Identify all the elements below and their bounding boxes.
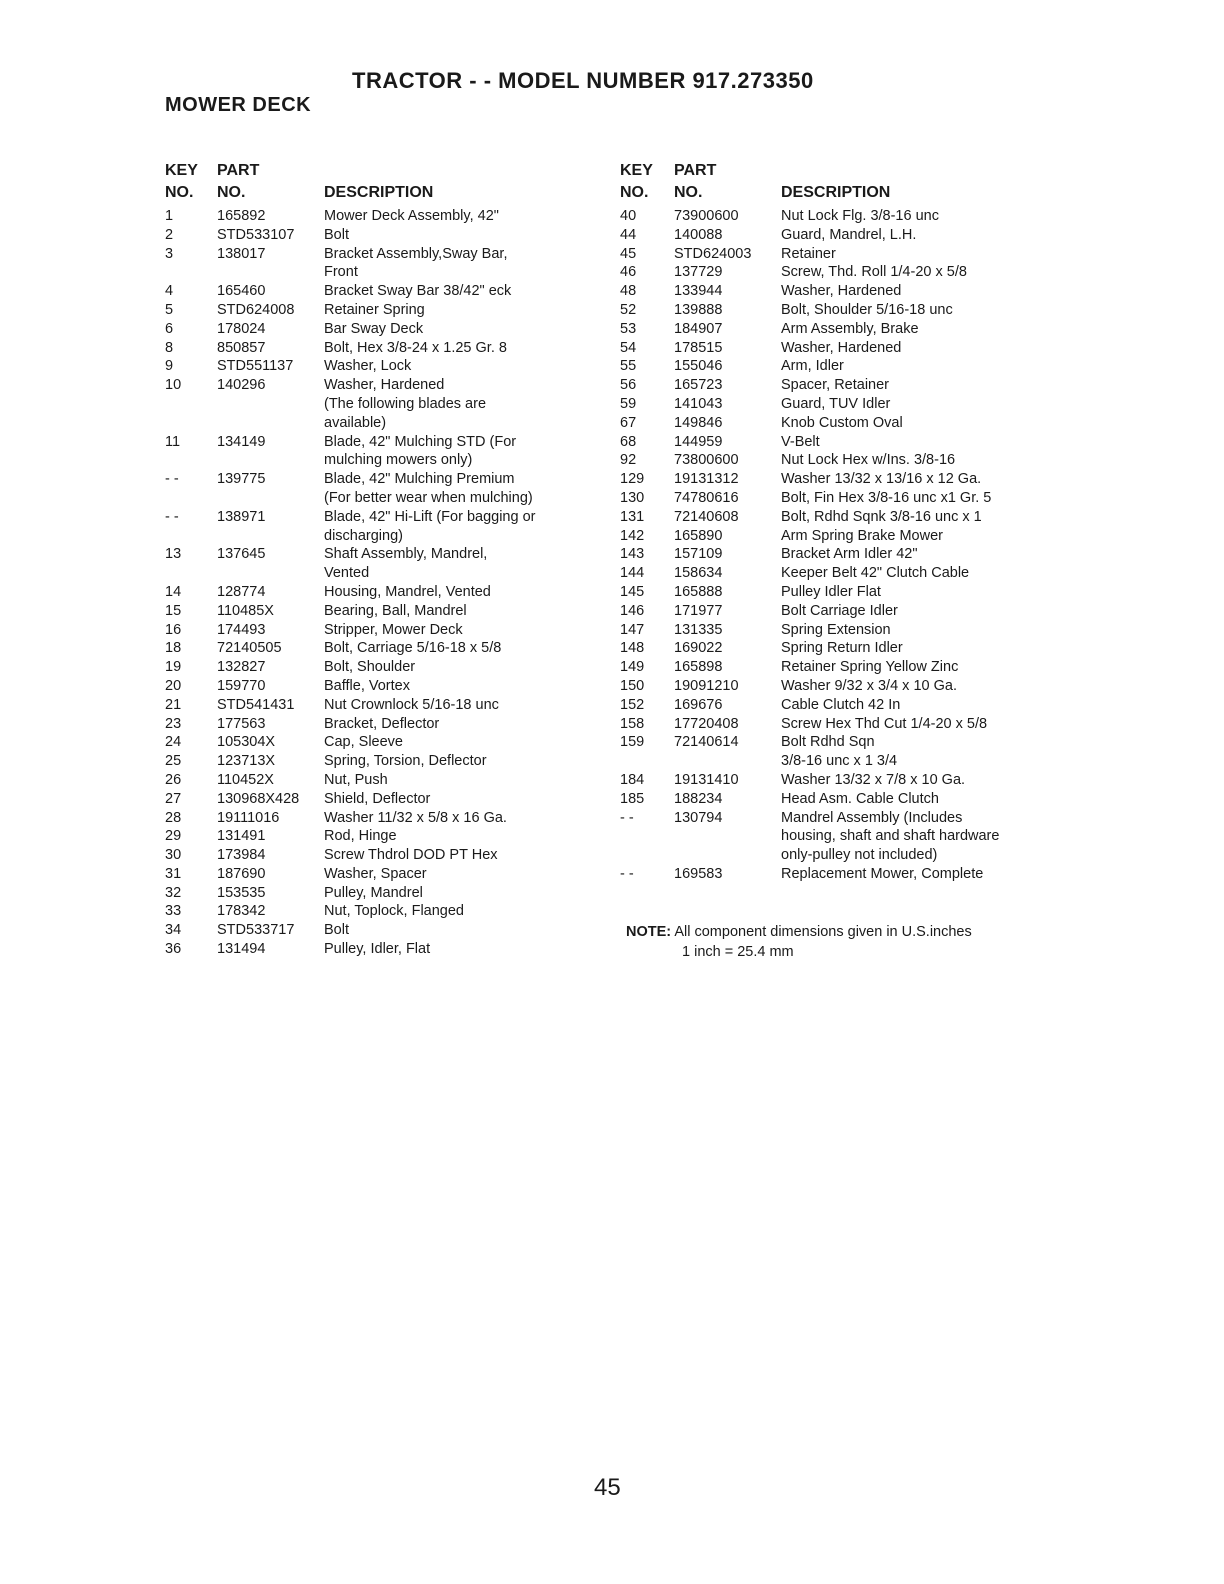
header-key-no: NO.: [620, 184, 649, 201]
key-number: 147: [620, 621, 645, 638]
key-number: 21: [165, 696, 182, 713]
part-number: 138017: [217, 245, 266, 262]
header-part-no: NO.: [217, 184, 246, 201]
part-number: 188234: [674, 790, 723, 807]
table-row: [165, 696, 595, 715]
part-number: 130968X428: [217, 790, 300, 807]
part-description: Blade, 42" Mulching Premium (For better wear when mulching): [324, 471, 533, 506]
page-number: 45: [594, 1474, 621, 1501]
key-number: 46: [620, 264, 637, 281]
part-description: Pulley, Idler, Flat: [324, 941, 431, 958]
part-description: Bolt, Rdhd Sqnk 3/8-16 unc x 1: [781, 508, 982, 525]
table-row: [165, 752, 595, 771]
table-row: [620, 865, 1060, 884]
key-number: 145: [620, 583, 645, 600]
part-description: Stripper, Mower Deck: [324, 621, 463, 638]
table-row: [165, 658, 595, 677]
key-number: 146: [620, 602, 645, 619]
parts-list-right: [620, 207, 1060, 884]
table-row: [165, 865, 595, 884]
part-number: 73800600: [674, 452, 739, 469]
part-description: Nut, Toplock, Flanged: [324, 903, 464, 920]
part-number: 153535: [217, 884, 266, 901]
part-number: 141043: [674, 395, 723, 412]
table-row: [165, 320, 595, 339]
part-number: 178342: [217, 903, 266, 920]
key-number: 1: [165, 208, 174, 224]
part-number: 155046: [674, 358, 723, 375]
key-number: - -: [165, 508, 179, 525]
key-number: 130: [620, 489, 645, 506]
part-number: 133944: [674, 283, 723, 300]
part-description: Bracket Assembly,Sway Bar, Front: [324, 245, 508, 281]
part-number: 177563: [217, 715, 266, 732]
header-key-no: NO.: [165, 184, 194, 201]
part-description: Blade, 42" Hi-Lift (For bagging or discharging): [324, 508, 536, 544]
part-number: 178515: [674, 339, 723, 356]
part-description: Head Asm. Cable Clutch: [781, 790, 939, 807]
key-number: 33: [165, 903, 182, 920]
key-number: 184: [620, 771, 645, 788]
key-number: 68: [620, 433, 637, 450]
part-number: 123713X: [217, 753, 276, 770]
part-description: Guard, Mandrel, L.H.: [781, 226, 917, 243]
part-description: Knob Custom Oval: [781, 414, 903, 431]
part-number: 158634: [674, 565, 723, 582]
part-description: Nut Crownlock 5/16-18 unc: [324, 696, 499, 713]
part-number: 74780616: [674, 489, 739, 506]
key-number: 31: [165, 865, 182, 882]
table-row: [620, 339, 1060, 358]
table-row: [165, 357, 595, 376]
key-number: 45: [620, 245, 637, 262]
table-row: [165, 921, 595, 940]
part-number: 173984: [217, 847, 266, 864]
key-number: 18: [165, 640, 182, 657]
key-number: 3: [165, 245, 174, 262]
key-number: 152: [620, 696, 645, 713]
table-row: [165, 809, 595, 828]
part-description: Spring Return Idler: [781, 640, 903, 657]
part-number: 187690: [217, 865, 266, 882]
part-number: 184907: [674, 320, 723, 337]
part-description: Bracket, Deflector: [324, 715, 440, 732]
key-number: 56: [620, 377, 637, 394]
table-row: [165, 301, 595, 320]
table-row: [620, 715, 1060, 734]
key-number: 158: [620, 715, 645, 732]
part-description: Washer 13/32 x 13/16 x 12 Ga.: [781, 471, 982, 488]
table-row: [165, 470, 595, 508]
part-number: 140088: [674, 226, 723, 243]
table-row: [620, 301, 1060, 320]
part-number: 17720408: [674, 715, 739, 732]
part-description: Keeper Belt 42" Clutch Cable: [781, 565, 970, 582]
key-number: 150: [620, 677, 645, 694]
part-description: Blade, 42" Mulching STD (For mulching mowers only): [324, 433, 517, 469]
key-number: 40: [620, 208, 637, 224]
key-number: - -: [165, 471, 179, 488]
table-row: [620, 451, 1060, 470]
part-description: Retainer Spring Yellow Zinc: [781, 659, 959, 676]
key-number: 11: [165, 433, 181, 450]
part-description: Washer 13/32 x 7/8 x 10 Ga.: [781, 771, 966, 788]
note-label: NOTE:: [626, 924, 672, 940]
table-row: [165, 245, 595, 283]
key-number: 16: [165, 621, 182, 638]
table-row: [620, 414, 1060, 433]
part-number: 131494: [217, 941, 266, 958]
header-part-no: NO.: [674, 184, 703, 201]
part-number: 171977: [674, 602, 723, 619]
table-row: [165, 827, 595, 846]
key-number: 131: [620, 508, 645, 525]
part-description: Bearing, Ball, Mandrel: [324, 602, 467, 619]
key-number: 26: [165, 771, 182, 788]
part-description: Nut, Push: [324, 771, 388, 788]
part-number: 73900600: [674, 208, 739, 224]
key-number: - -: [620, 809, 634, 826]
part-description: Shield, Deflector: [324, 790, 431, 807]
header-description: DESCRIPTION: [324, 184, 434, 201]
table-row: [620, 320, 1060, 339]
key-number: 13: [165, 546, 182, 563]
table-row: [620, 395, 1060, 414]
part-description: Bracket Arm Idler 42": [781, 546, 918, 563]
part-description: Arm, Idler: [781, 358, 844, 375]
table-row: [165, 790, 595, 809]
part-description: Bolt, Fin Hex 3/8-16 unc x1 Gr. 5: [781, 489, 992, 506]
part-description: Mandrel Assembly (Includes housing, shaft and shaft hardware only-pulley not included): [781, 809, 1000, 864]
part-number: 178024: [217, 320, 266, 337]
table-row: [165, 639, 595, 658]
table-row: [620, 357, 1060, 376]
table-row: [620, 583, 1060, 602]
part-description: V-Belt: [781, 433, 820, 450]
parts-table-left: [165, 160, 595, 959]
part-description: Spacer, Retainer: [781, 377, 890, 394]
key-number: 144: [620, 565, 645, 582]
table-row: [165, 771, 595, 790]
table-row: [620, 564, 1060, 583]
part-number: 165460: [217, 283, 266, 300]
part-number: 110485X: [217, 602, 274, 619]
table-row: [620, 639, 1060, 658]
part-number: 130794: [674, 809, 723, 826]
key-number: 6: [165, 320, 174, 337]
key-number: 143: [620, 546, 645, 563]
part-description: Screw, Thd. Roll 1/4-20 x 5/8: [781, 264, 967, 281]
table-header: [165, 160, 595, 207]
table-row: [620, 658, 1060, 677]
key-number: 2: [165, 226, 174, 243]
part-number: 169022: [674, 640, 723, 657]
table-row: [165, 545, 595, 583]
part-number: 19131312: [674, 471, 739, 488]
key-number: 67: [620, 414, 637, 431]
part-description: Bolt: [324, 922, 349, 939]
part-description: Bracket Sway Bar 38/42" eck: [324, 283, 512, 300]
part-number: 165890: [674, 527, 723, 544]
part-number: 169676: [674, 696, 723, 713]
key-number: 24: [165, 734, 182, 751]
part-description: Pulley, Mandrel: [324, 884, 423, 901]
table-row: [165, 940, 595, 959]
table-row: [620, 245, 1060, 264]
table-row: [620, 602, 1060, 621]
part-number: 165888: [674, 583, 723, 600]
key-number: 29: [165, 828, 182, 845]
part-description: Screw Hex Thd Cut 1/4-20 x 5/8: [781, 715, 988, 732]
key-number: 54: [620, 339, 637, 356]
key-number: 25: [165, 753, 182, 770]
part-description: Washer 9/32 x 3/4 x 10 Ga.: [781, 677, 957, 694]
header-key: KEY: [165, 162, 198, 179]
part-description: Washer, Lock: [324, 358, 412, 375]
part-number: STD533107: [217, 226, 295, 243]
table-row: [165, 282, 595, 301]
key-number: 59: [620, 395, 637, 412]
part-description: Bolt, Shoulder: [324, 659, 416, 676]
part-number: 157109: [674, 546, 723, 563]
table-row: [620, 545, 1060, 564]
part-description: Washer, Hardened: [781, 339, 902, 356]
part-number: 137729: [674, 264, 723, 281]
key-number: 28: [165, 809, 182, 826]
table-row: [620, 809, 1060, 865]
table-row: [620, 677, 1060, 696]
table-row: [620, 508, 1060, 527]
table-row: [620, 470, 1060, 489]
part-number: 165898: [674, 659, 723, 676]
part-description: Bolt, Shoulder 5/16-18 unc: [781, 301, 953, 318]
table-row: [165, 226, 595, 245]
part-description: Rod, Hinge: [324, 828, 397, 845]
table-row: [620, 263, 1060, 282]
part-number: 72140505: [217, 640, 282, 657]
part-description: Washer, Hardened (The following blades are available): [324, 377, 487, 431]
key-number: 92: [620, 452, 637, 469]
key-number: 19: [165, 659, 182, 676]
table-row: [620, 207, 1060, 226]
part-description: Bolt Rdhd Sqn 3/8-16 unc x 1 3/4: [781, 734, 898, 770]
part-description: Bar Sway Deck: [324, 320, 424, 337]
part-number: 165723: [674, 377, 723, 394]
part-description: Housing, Mandrel, Vented: [324, 583, 491, 600]
part-number: 132827: [217, 659, 266, 676]
part-description: Replacement Mower, Complete: [781, 865, 984, 882]
note-conversion: 1 inch = 25.4 mm: [682, 944, 794, 960]
section-title: MOWER DECK: [165, 94, 312, 116]
part-description: Spring, Torsion, Deflector: [324, 753, 487, 770]
part-number: 169583: [674, 865, 723, 882]
part-number: 159770: [217, 677, 266, 694]
part-description: Nut Lock Flg. 3/8-16 unc: [781, 208, 939, 224]
part-number: 139888: [674, 301, 723, 318]
key-number: 142: [620, 527, 645, 544]
part-number: 131491: [217, 828, 266, 845]
table-row: [620, 621, 1060, 640]
table-row: [165, 433, 595, 471]
key-number: 8: [165, 339, 174, 356]
table-row: [620, 489, 1060, 508]
part-description: Screw Thdrol DOD PT Hex: [324, 847, 498, 864]
table-row: [620, 790, 1060, 809]
part-number: 72140608: [674, 508, 739, 525]
part-description: Nut Lock Hex w/Ins. 3/8-16: [781, 452, 956, 469]
table-row: [165, 715, 595, 734]
key-number: 5: [165, 301, 174, 318]
table-row: [620, 376, 1060, 395]
key-number: 20: [165, 677, 182, 694]
key-number: 34: [165, 922, 182, 939]
table-row: [620, 282, 1060, 301]
part-number: 137645: [217, 546, 266, 563]
header-part: PART: [674, 162, 717, 179]
part-description: Pulley Idler Flat: [781, 583, 881, 600]
table-row: [165, 677, 595, 696]
page-title: TRACTOR - - MODEL NUMBER 917.273350: [352, 68, 814, 93]
part-number: 174493: [217, 621, 266, 638]
key-number: 129: [620, 471, 645, 488]
part-number: STD624008: [217, 301, 295, 318]
key-number: 148: [620, 640, 645, 657]
table-row: [165, 376, 595, 432]
part-description: Bolt, Carriage 5/16-18 x 5/8: [324, 640, 502, 657]
part-description: Spring Extension: [781, 621, 891, 638]
table-row: [620, 771, 1060, 790]
header-key: KEY: [620, 162, 653, 179]
table-row: [620, 527, 1060, 546]
key-number: 10: [165, 377, 182, 394]
part-description: Bolt: [324, 226, 349, 243]
part-description: Washer, Hardened: [781, 283, 902, 300]
key-number: 30: [165, 847, 182, 864]
key-number: 15: [165, 602, 182, 619]
part-description: Retainer Spring: [324, 301, 425, 318]
table-row: [165, 583, 595, 602]
part-description: Baffle, Vortex: [324, 677, 410, 694]
table-row: [165, 621, 595, 640]
part-number: 110452X: [217, 771, 274, 788]
note-text: All component dimensions given in U.S.inches: [674, 924, 972, 940]
table-row: [165, 902, 595, 921]
part-description: Washer 11/32 x 5/8 x 16 Ga.: [324, 809, 507, 826]
part-number: 134149: [217, 433, 266, 450]
part-description: Retainer: [781, 245, 836, 262]
table-row: [165, 339, 595, 358]
key-number: - -: [620, 865, 634, 882]
part-description: Bolt, Hex 3/8-24 x 1.25 Gr. 8: [324, 339, 507, 356]
part-number: STD541431: [217, 696, 295, 713]
part-number: STD533717: [217, 922, 295, 939]
part-number: 144959: [674, 433, 723, 450]
key-number: 14: [165, 583, 182, 600]
parts-list-left: [165, 207, 595, 959]
table-row: [165, 846, 595, 865]
part-number: 149846: [674, 414, 723, 431]
part-description: Mower Deck Assembly, 42": [324, 208, 499, 224]
table-row: [620, 696, 1060, 715]
part-number: 128774: [217, 583, 266, 600]
part-description: Washer, Spacer: [324, 865, 427, 882]
part-description: Arm Assembly, Brake: [781, 320, 919, 337]
header-part: PART: [217, 162, 260, 179]
table-row: [620, 733, 1060, 771]
table-row: [165, 884, 595, 903]
part-number: 140296: [217, 377, 266, 394]
key-number: 53: [620, 320, 637, 337]
key-number: 149: [620, 659, 645, 676]
key-number: 185: [620, 790, 645, 807]
part-number: 19111016: [217, 809, 280, 826]
key-number: 23: [165, 715, 182, 732]
table-row: [165, 207, 595, 226]
part-number: 19131410: [674, 771, 739, 788]
part-description: Bolt Carriage Idler: [781, 602, 898, 619]
part-number: 105304X: [217, 734, 276, 751]
part-description: Guard, TUV Idler: [781, 395, 891, 412]
key-number: 44: [620, 226, 637, 243]
key-number: 32: [165, 884, 182, 901]
key-number: 9: [165, 358, 174, 375]
header-description: DESCRIPTION: [781, 184, 891, 201]
part-number: STD551137: [217, 358, 294, 375]
table-header: [620, 160, 1060, 207]
part-number: 72140614: [674, 734, 739, 751]
part-number: 850857: [217, 339, 266, 356]
table-row: [620, 226, 1060, 245]
part-number: STD624003: [674, 245, 752, 262]
part-number: 19091210: [674, 677, 739, 694]
key-number: 52: [620, 301, 637, 318]
part-description: Cable Clutch 42 In: [781, 696, 901, 713]
part-description: Cap, Sleeve: [324, 734, 403, 751]
note: [626, 922, 972, 962]
table-row: [620, 433, 1060, 452]
key-number: 36: [165, 941, 182, 958]
key-number: 159: [620, 734, 645, 751]
part-number: 138971: [217, 508, 266, 525]
table-row: [165, 733, 595, 752]
part-description: Shaft Assembly, Mandrel, Vented: [324, 546, 488, 582]
part-number: 165892: [217, 208, 266, 224]
parts-table-right: [620, 160, 1060, 884]
table-row: [165, 508, 595, 546]
table-row: [165, 602, 595, 621]
part-description: Arm Spring Brake Mower: [781, 527, 943, 544]
part-number: 139775: [217, 471, 266, 488]
key-number: 48: [620, 283, 637, 300]
part-number: 131335: [674, 621, 723, 638]
key-number: 4: [165, 283, 174, 300]
key-number: 55: [620, 358, 637, 375]
key-number: 27: [165, 790, 182, 807]
